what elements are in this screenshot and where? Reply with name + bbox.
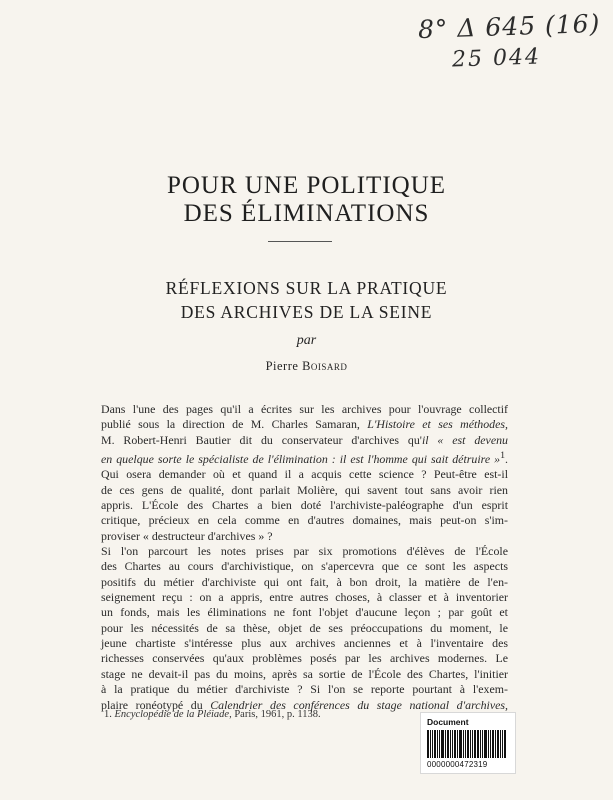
text-line: proviser « destructeur d'archives » ? (101, 528, 273, 543)
text-line: un fonds, mais les éliminations ne font l'objet d'aucune leçon ; par goût et (101, 605, 508, 620)
text-line: appris. L'École des Chartes a bien doté l'archiviste-paléographe d'un esprit (101, 498, 508, 513)
text-line: plaire ronéotypé du Calendrier des conférences du stage national d'archives, (101, 697, 508, 712)
footnote-ref: 1 (500, 450, 506, 462)
author-last-name: Boisard (302, 359, 348, 373)
cited-work: L'Histoire et ses méthodes, (367, 417, 508, 432)
text-line: richesses conservées qu'aux problèmes posés par les archives modernes. Le (101, 651, 508, 666)
text-line: M. Robert-Henri Bautier dit du conservateur d'archives qu'il « est devenu (101, 432, 508, 447)
text-line: de ces gens de qualité, dont parlait Molière, qui savent tout sans avoir rien (101, 482, 508, 497)
footnote-work: Encyclopédie de la Pléiade, (114, 709, 232, 720)
text-line: critique, précieux en cela comme en d'autres domaines, mais peut-on s'im- (101, 513, 508, 528)
author (0, 359, 613, 374)
author-first-name: Pierre (265, 359, 299, 373)
barcode-number: 0000000472319 (427, 760, 488, 769)
text-line: Qui osera demander où et quand il a acquis cette science ? Peut-être est-il (101, 467, 508, 482)
paragraph-1 (88, 402, 508, 544)
paragraph-2 (88, 544, 508, 713)
text-line: des Chartes au cours d'archivistique, on s'apercevra que ce sont les aspects (101, 559, 508, 574)
article-body (88, 402, 508, 713)
barcode-title: Document (427, 717, 469, 727)
text-line: Dans l'une des pages qu'il a écrites sur les archives pour l'ouvrage collectif (101, 402, 508, 416)
text-line: à la pratique du métier d'archiviste ? Si l'on se reporte pourtant à l'exem- (101, 682, 508, 697)
footnote-details: Paris, 1961, p. 1138. (234, 709, 321, 720)
handwritten-number: 25 044 (451, 44, 542, 73)
quotation: il « est devenu (421, 432, 508, 447)
title-line-1: POUR UNE POLITIQUE (166, 172, 447, 199)
byline-par: par (296, 333, 317, 348)
text-line: jeune chartiste s'intéresse plus aux archives anciennes et à l'inventaire des (101, 636, 508, 651)
text-line: seignement reçu : on a appris, entre autres choses, à classer et à inventorier (101, 590, 508, 605)
cited-work: Calendrier des conférences du stage national d'archives, (210, 697, 508, 712)
barcode-label-sticker (420, 712, 516, 774)
title-divider (268, 241, 332, 242)
footnote (104, 709, 321, 720)
barcode-bars (427, 730, 509, 758)
subtitle-line-1: RÉFLEXIONS SUR LA PRATIQUE (165, 278, 448, 298)
subtitle-line-2: DES ARCHIVES DE LA SEINE (180, 302, 433, 322)
title-line-2: DES ÉLIMINATIONS (183, 200, 430, 227)
text-line: en quelque sorte le spécialiste de l'élimination : il est l'homme qui sait détruire »$^1$. (101, 450, 508, 466)
quotation: en quelque sorte le spécialiste de l'élimination : il est l'homme qui sait détruire » (101, 452, 501, 466)
text-line: stage ne devait-il pas du moins, après sa sortie de l'École des Chartes, l'initier (101, 666, 508, 681)
footnote-number: 1. (104, 709, 112, 720)
handwritten-shelfmark: 8° Δ 645 (16) (417, 8, 601, 45)
text-line: positifs du métier d'archiviste qui ont fait, à bon droit, la matière de l'en- (101, 574, 508, 589)
text-line: Si l'on parcourt les notes prises par six promotions d'élèves de l'École (101, 544, 508, 559)
text-line: publié sous la direction de M. Charles Samaran, L'Histoire et ses méthodes, (101, 417, 508, 432)
text-line: pour les nécessités de sa thèse, objet de ses préoccupations du moment, le (101, 620, 508, 635)
